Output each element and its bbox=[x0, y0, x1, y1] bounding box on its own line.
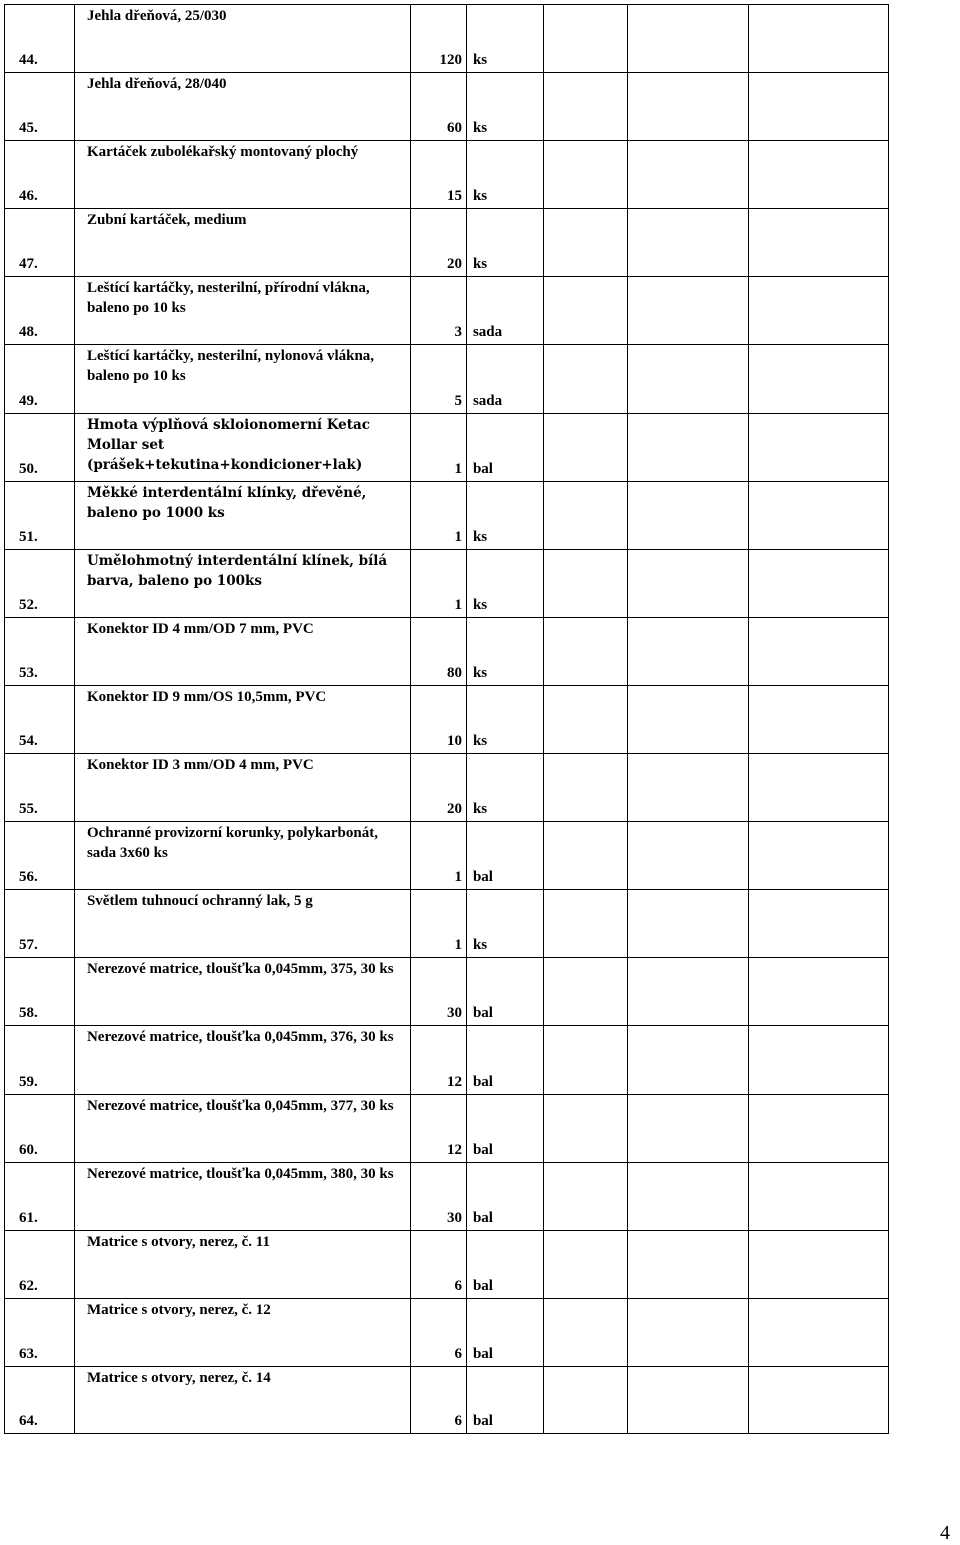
item-unit: ks bbox=[466, 754, 543, 822]
empty-cell bbox=[749, 141, 889, 209]
item-quantity: 1 bbox=[411, 481, 467, 549]
item-name-text: Konektor ID 4 mm/OD 7 mm, PVC bbox=[86, 620, 314, 637]
empty-cell bbox=[749, 1298, 889, 1366]
empty-cell bbox=[749, 1366, 889, 1433]
item-name bbox=[74, 1366, 410, 1433]
item-name bbox=[74, 1162, 410, 1230]
table-row bbox=[5, 754, 889, 822]
empty-cell bbox=[749, 1230, 889, 1298]
empty-cell bbox=[543, 1230, 627, 1298]
item-number: 53. bbox=[5, 617, 75, 685]
item-quantity: 10 bbox=[411, 685, 467, 753]
empty-cell bbox=[627, 822, 748, 890]
empty-cell bbox=[749, 345, 889, 413]
empty-cell bbox=[543, 209, 627, 277]
item-unit: sada bbox=[466, 345, 543, 413]
empty-cell bbox=[749, 1026, 889, 1094]
empty-cell bbox=[627, 73, 748, 141]
item-name bbox=[74, 1094, 410, 1162]
item-name bbox=[74, 345, 410, 413]
item-name-text: Nerezové matrice, tloušťka 0,045mm, 376, 30 ks bbox=[86, 1029, 394, 1046]
empty-cell bbox=[627, 890, 748, 958]
item-number: 60. bbox=[5, 1094, 75, 1162]
item-quantity: 6 bbox=[411, 1298, 467, 1366]
item-quantity: 6 bbox=[411, 1230, 467, 1298]
empty-cell bbox=[749, 549, 889, 617]
empty-cell bbox=[627, 277, 748, 345]
item-name-text: Kartáček zubolékařský montovaný plochý bbox=[86, 144, 359, 161]
item-unit: ks bbox=[466, 73, 543, 141]
item-name-text: Nerezové matrice, tloušťka 0,045mm, 375, 30 ks bbox=[86, 961, 394, 978]
item-name bbox=[74, 73, 410, 141]
item-number: 63. bbox=[5, 1298, 75, 1366]
item-unit: bal bbox=[466, 1162, 543, 1230]
item-name bbox=[74, 549, 410, 617]
table-row bbox=[5, 209, 889, 277]
item-number: 58. bbox=[5, 958, 75, 1026]
item-quantity: 120 bbox=[411, 5, 467, 73]
empty-cell bbox=[627, 209, 748, 277]
item-unit: bal bbox=[466, 1366, 543, 1433]
item-name bbox=[74, 413, 410, 481]
item-number: 50. bbox=[5, 413, 75, 481]
item-name bbox=[74, 958, 410, 1026]
item-name bbox=[74, 685, 410, 753]
empty-cell bbox=[543, 1366, 627, 1433]
item-name bbox=[74, 890, 410, 958]
item-name-text: Světlem tuhnoucí ochranný lak, 5 g bbox=[86, 893, 313, 910]
table-row bbox=[5, 890, 889, 958]
item-quantity: 1 bbox=[411, 890, 467, 958]
empty-cell bbox=[543, 754, 627, 822]
item-name-text: Matrice s otvory, nerez, č. 14 bbox=[86, 1369, 271, 1386]
item-number: 49. bbox=[5, 345, 75, 413]
empty-cell bbox=[627, 5, 748, 73]
item-number: 44. bbox=[5, 5, 75, 73]
empty-cell bbox=[749, 73, 889, 141]
item-name-text: Jehla dřeňová, 28/040 bbox=[86, 76, 227, 93]
item-number: 61. bbox=[5, 1162, 75, 1230]
empty-cell bbox=[749, 617, 889, 685]
item-unit: ks bbox=[466, 549, 543, 617]
item-quantity: 1 bbox=[411, 822, 467, 890]
empty-cell bbox=[627, 617, 748, 685]
item-unit: bal bbox=[466, 1230, 543, 1298]
item-name bbox=[74, 1230, 410, 1298]
item-name bbox=[74, 1298, 410, 1366]
item-quantity: 15 bbox=[411, 141, 467, 209]
item-unit: bal bbox=[466, 413, 543, 481]
item-unit: ks bbox=[466, 481, 543, 549]
empty-cell bbox=[543, 5, 627, 73]
empty-cell bbox=[627, 481, 748, 549]
table-row bbox=[5, 1026, 889, 1094]
empty-cell bbox=[749, 958, 889, 1026]
item-quantity: 20 bbox=[411, 754, 467, 822]
table-row bbox=[5, 1230, 889, 1298]
empty-cell bbox=[543, 141, 627, 209]
table-row bbox=[5, 685, 889, 753]
empty-cell bbox=[543, 413, 627, 481]
item-name bbox=[74, 141, 410, 209]
table-row bbox=[5, 5, 889, 73]
item-number: 46. bbox=[5, 141, 75, 209]
table-row bbox=[5, 958, 889, 1026]
item-name bbox=[74, 754, 410, 822]
table-row bbox=[5, 277, 889, 345]
item-name-text: Konektor ID 3 mm/OD 4 mm, PVC bbox=[86, 757, 314, 774]
item-unit: ks bbox=[466, 890, 543, 958]
item-name-text: Matrice s otvory, nerez, č. 12 bbox=[86, 1301, 271, 1318]
empty-cell bbox=[627, 1026, 748, 1094]
empty-cell bbox=[627, 1094, 748, 1162]
item-quantity: 1 bbox=[411, 549, 467, 617]
empty-cell bbox=[627, 413, 748, 481]
empty-cell bbox=[543, 685, 627, 753]
items-table bbox=[4, 4, 889, 1434]
table-row bbox=[5, 1298, 889, 1366]
table-row bbox=[5, 413, 889, 481]
page-number: 4 bbox=[940, 1522, 950, 1544]
item-unit: ks bbox=[466, 685, 543, 753]
table-row bbox=[5, 1366, 889, 1433]
item-number: 55. bbox=[5, 754, 75, 822]
item-unit: bal bbox=[466, 958, 543, 1026]
empty-cell bbox=[543, 1162, 627, 1230]
item-name bbox=[74, 481, 410, 549]
item-name-text: Leštící kartáčky, nesterilní, přírodní vlákna, baleno po 10 ks bbox=[86, 280, 370, 317]
empty-cell bbox=[627, 1366, 748, 1433]
item-name bbox=[74, 1026, 410, 1094]
empty-cell bbox=[627, 141, 748, 209]
item-name-text: Zubní kartáček, medium bbox=[86, 212, 247, 229]
empty-cell bbox=[749, 5, 889, 73]
item-name-text: Ochranné provizorní korunky, polykarbonát, sada 3x60 ks bbox=[86, 825, 378, 862]
empty-cell bbox=[543, 277, 627, 345]
empty-cell bbox=[543, 890, 627, 958]
item-unit: bal bbox=[466, 822, 543, 890]
item-name bbox=[74, 617, 410, 685]
item-name-text: Hmota výplňová skloionomerní Ketac Mollar set (prášek+tekutina+kondicioner+lak) bbox=[86, 416, 370, 473]
empty-cell bbox=[543, 73, 627, 141]
item-number: 54. bbox=[5, 685, 75, 753]
empty-cell bbox=[627, 549, 748, 617]
item-unit: bal bbox=[466, 1026, 543, 1094]
empty-cell bbox=[627, 754, 748, 822]
item-number: 52. bbox=[5, 549, 75, 617]
empty-cell bbox=[543, 1026, 627, 1094]
empty-cell bbox=[543, 1094, 627, 1162]
item-name-text: Umělohmotný interdentální klínek, bílá barva, baleno po 100ks bbox=[86, 552, 388, 589]
empty-cell bbox=[543, 345, 627, 413]
table-row bbox=[5, 73, 889, 141]
item-name-text: Měkké interdentální klínky, dřevěné, baleno po 1000 ks bbox=[86, 484, 367, 521]
empty-cell bbox=[749, 277, 889, 345]
empty-cell bbox=[543, 481, 627, 549]
item-name-text: Nerezové matrice, tloušťka 0,045mm, 377, 30 ks bbox=[86, 1097, 394, 1114]
table-row bbox=[5, 617, 889, 685]
item-number: 47. bbox=[5, 209, 75, 277]
empty-cell bbox=[627, 345, 748, 413]
empty-cell bbox=[749, 890, 889, 958]
item-quantity: 80 bbox=[411, 617, 467, 685]
item-unit: ks bbox=[466, 5, 543, 73]
item-name bbox=[74, 209, 410, 277]
item-name-text: Nerezové matrice, tloušťka 0,045mm, 380, 30 ks bbox=[86, 1165, 394, 1182]
item-unit: ks bbox=[466, 617, 543, 685]
item-number: 48. bbox=[5, 277, 75, 345]
empty-cell bbox=[627, 1162, 748, 1230]
table-row bbox=[5, 1162, 889, 1230]
empty-cell bbox=[749, 822, 889, 890]
item-name-text: Jehla dřeňová, 25/030 bbox=[86, 8, 227, 24]
table-row bbox=[5, 822, 889, 890]
table-row bbox=[5, 141, 889, 209]
item-quantity: 12 bbox=[411, 1094, 467, 1162]
empty-cell bbox=[749, 481, 889, 549]
item-number: 64. bbox=[5, 1366, 75, 1433]
empty-cell bbox=[627, 1230, 748, 1298]
empty-cell bbox=[749, 1162, 889, 1230]
item-number: 59. bbox=[5, 1026, 75, 1094]
item-quantity: 3 bbox=[411, 277, 467, 345]
empty-cell bbox=[543, 822, 627, 890]
item-unit: ks bbox=[466, 209, 543, 277]
item-name bbox=[74, 5, 410, 73]
table-row bbox=[5, 1094, 889, 1162]
item-name bbox=[74, 822, 410, 890]
item-number: 56. bbox=[5, 822, 75, 890]
item-name-text: Leštící kartáčky, nesterilní, nylonová vlákna, baleno po 10 ks bbox=[86, 348, 375, 385]
item-number: 62. bbox=[5, 1230, 75, 1298]
empty-cell bbox=[627, 685, 748, 753]
item-quantity: 20 bbox=[411, 209, 467, 277]
item-quantity: 1 bbox=[411, 413, 467, 481]
empty-cell bbox=[543, 1298, 627, 1366]
item-quantity: 30 bbox=[411, 1162, 467, 1230]
item-quantity: 12 bbox=[411, 1026, 467, 1094]
items-table-body bbox=[5, 5, 889, 1434]
item-number: 45. bbox=[5, 73, 75, 141]
item-quantity: 30 bbox=[411, 958, 467, 1026]
empty-cell bbox=[749, 754, 889, 822]
empty-cell bbox=[627, 1298, 748, 1366]
item-number: 51. bbox=[5, 481, 75, 549]
empty-cell bbox=[627, 958, 748, 1026]
table-row bbox=[5, 345, 889, 413]
empty-cell bbox=[543, 617, 627, 685]
empty-cell bbox=[543, 958, 627, 1026]
item-unit: sada bbox=[466, 277, 543, 345]
empty-cell bbox=[749, 1094, 889, 1162]
table-row bbox=[5, 481, 889, 549]
item-unit: ks bbox=[466, 141, 543, 209]
empty-cell bbox=[749, 209, 889, 277]
empty-cell bbox=[749, 685, 889, 753]
item-quantity: 60 bbox=[411, 73, 467, 141]
item-number: 57. bbox=[5, 890, 75, 958]
table-row bbox=[5, 549, 889, 617]
item-name bbox=[74, 277, 410, 345]
empty-cell bbox=[543, 549, 627, 617]
item-unit: bal bbox=[466, 1094, 543, 1162]
item-unit: bal bbox=[466, 1298, 543, 1366]
item-quantity: 6 bbox=[411, 1366, 467, 1433]
item-name-text: Konektor ID 9 mm/OS 10,5mm, PVC bbox=[86, 688, 327, 705]
item-quantity: 5 bbox=[411, 345, 467, 413]
item-name-text: Matrice s otvory, nerez, č. 11 bbox=[86, 1233, 270, 1250]
empty-cell bbox=[749, 413, 889, 481]
